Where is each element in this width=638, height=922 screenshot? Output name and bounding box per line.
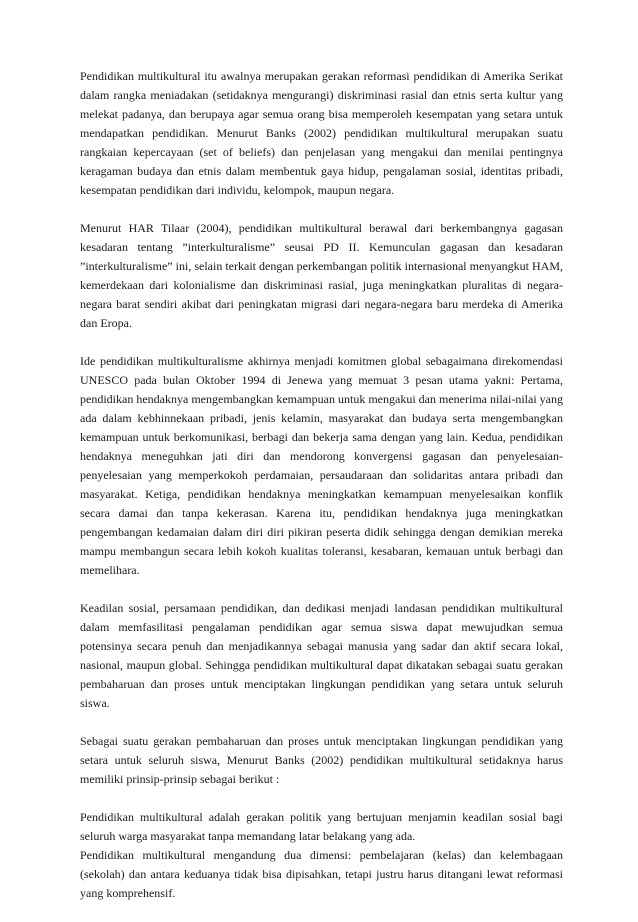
document-page	[80, 67, 563, 922]
paragraph-unesco-recommendation: Ide pendidikan multikulturalisme akhirnya menjadi komitmen global sebagaimana direkomendasi UNESCO pada bulan Oktober 1994 di Jenewa yang memuat 3 pesan utama yakni: Pertama, pendidikan hendaknya mengembangkan kemampuan untuk mengakui dan menerima nilai-nilai yang ada dalam kebhinnekaan pribadi, jenis kelamin, masyarakat dan budaya serta mengembangkan kemampuan untuk berkomunikasi, berbagi dan bekerja sama dengan yang lain. Kedua, pendidikan hendaknya meneguhkan jati diri dan mendorong konvergensi gagasan dan penyelesaian-penyelesaian yang memperkokoh perdamaian, persaudaraan dan solidaritas antara pribadi dan masyarakat. Ketiga, pendidikan hendaknya meningkatkan kemampuan menyelesaikan konflik secara damai dan tanpa kekerasan. Karena itu, pendidikan hendaknya juga meningkatkan pengembangan kedamaian dalam diri diri pikiran peserta didik sehingga dengan demikian mereka mampu membangun secara lebih kokoh kualitas toleransi, kesabaran, kemauan untuk berbagi dan memelihara.	[80, 354, 563, 577]
paragraph-principle-two-dimensions: Pendidikan multikultural mengandung dua dimensi: pembelajaran (kelas) dan kelembagaan (sekolah) dan antara keduanya tidak bisa dipisahkan, tetapi justru harus ditangani lewat reformasi yang komprehensif.	[80, 848, 563, 900]
paragraph-origin-multicultural-education: Pendidikan multikultural itu awalnya merupakan gerakan reformasi pendidikan di Amerika Serikat dalam rangka meniadakan (setidaknya mengurangi) diskriminasi rasial dan etnis serta kultur yang melekat padanya, dan berupaya agar semua orang bisa memperoleh kesempatan yang setara untuk mendapatkan pendidikan. Menurut Banks (2002) pendidikan multikultural merupakan suatu rangkaian kepercayaan (set of beliefs) dan penjelasan yang mengakui dan menilai pentingnya keragaman budaya dan etnis dalam membentuk gaya hidup, pengalaman sosial, identitas pribadi, kesempatan pendidikan dari individu, kelompok, maupun negara.	[80, 69, 563, 197]
paragraph-har-tilaar: Menurut HAR Tilaar (2004), pendidikan multikultural berawal dari berkembangnya gagasan kesadaran tentang ”interkulturalisme” seusai PD II. Kemunculan gagasan dan kesadaran ”interkulturalisme” ini, selain terkait dengan perkembangan politik internasional menyangkut HAM, kemerdekaan dari kolonialisme dan diskriminasi rasial, juga meningkatkan pluralitas di negara-negara barat sendiri akibat dari peningkatan migrasi dari negara-negara baru merdeka di Amerika dan Eropa.	[80, 221, 563, 330]
paragraph-social-justice: Keadilan sosial, persamaan pendidikan, dan dedikasi menjadi landasan pendidikan multikultural dalam memfasilitasi pengalaman pendidikan agar semua siswa dapat mewujudkan semua potensinya secara penuh dan menjadikannya sebagai manusia yang sadar dan aktif secara lokal, nasional, maupun global. Sehingga pendidikan multikultural dapat dikatakan sebagai suatu gerakan pembaharuan dan proses untuk menciptakan lingkungan pendidikan yang setara untuk seluruh siswa.	[80, 601, 563, 710]
paragraph-principle-political-movement: Pendidikan multikultural adalah gerakan politik yang bertujuan menjamin keadilan sosial bagi seluruh warga masyarakat tanpa memandang latar belakang yang ada.	[80, 810, 563, 843]
paragraph-banks-principles-intro: Sebagai suatu gerakan pembaharuan dan proses untuk menciptakan lingkungan pendidikan yang setara untuk seluruh siswa, Menurut Banks (2002) pendidikan multikultural setidaknya harus memiliki prinsip-prinsip sebagai berikut :	[80, 734, 563, 786]
